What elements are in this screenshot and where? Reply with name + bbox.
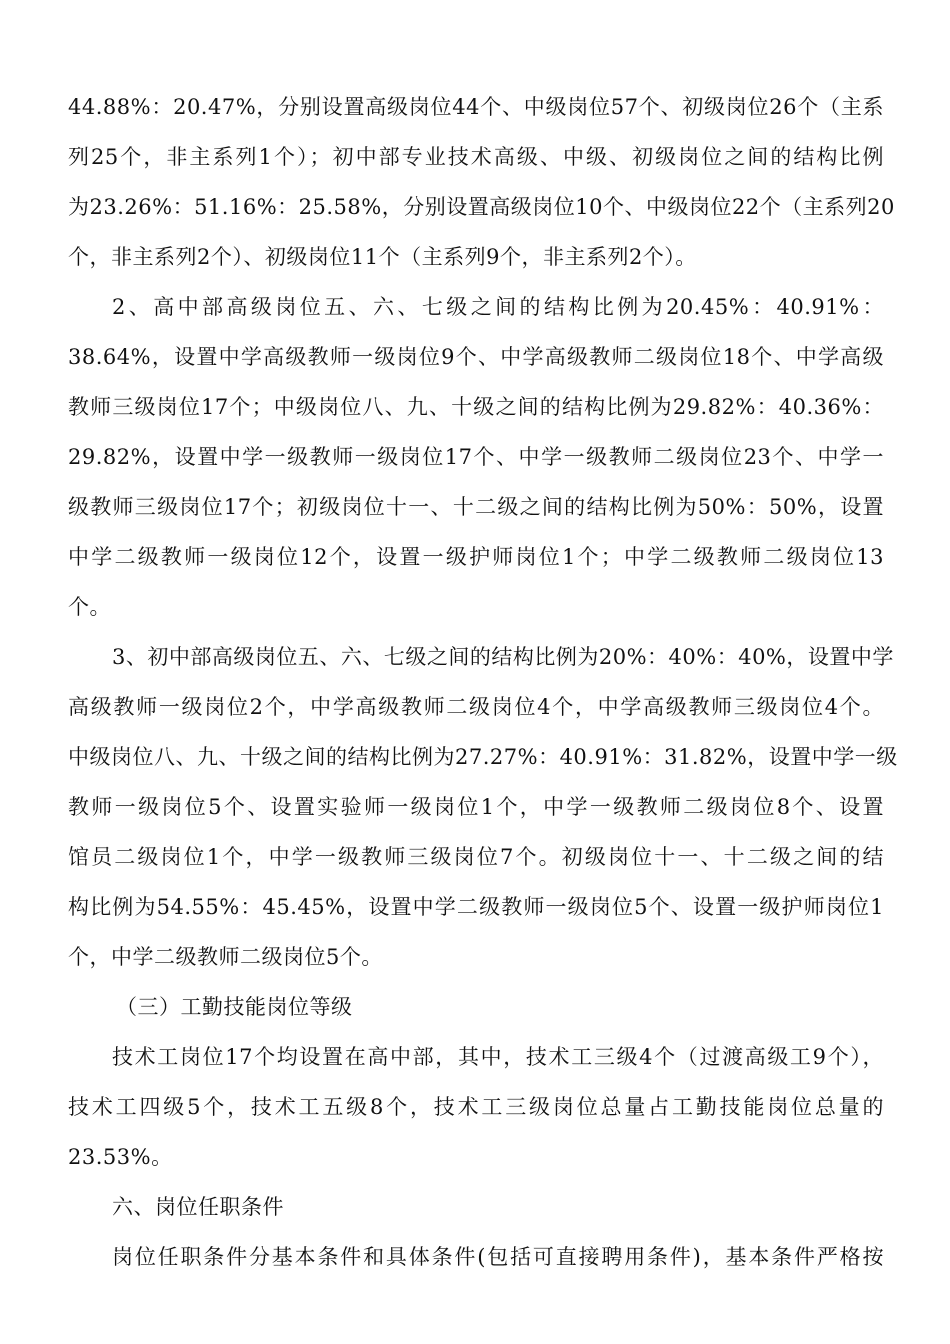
text-line: 38.64%，设置中学高级教师一级岗位9个、中学高级教师二级岗位18个、中学高级 bbox=[68, 345, 884, 369]
text-line: 高级教师一级岗位2个，中学高级教师二级岗位4个，中学高级教师三级岗位4个。 bbox=[68, 695, 884, 719]
text-line: 中级岗位八、九、十级之间的结构比例为27.27%：40.91%：31.82%，设置中学一级 bbox=[68, 745, 898, 769]
section-heading: 六、岗位任职条件 bbox=[112, 1195, 284, 1219]
section-heading: （三）工勤技能岗位等级 bbox=[116, 995, 353, 1019]
text-line: 个，中学二级教师二级岗位5个。 bbox=[68, 945, 383, 969]
text-line: 中学二级教师一级岗位12个，设置一级护师岗位1个；中学二级教师二级岗位13 bbox=[68, 545, 884, 569]
paragraph-3-line: 3、初中部高级岗位五、六、七级之间的结构比例为20%：40%：40%，设置中学 bbox=[112, 645, 894, 669]
document-body bbox=[68, 82, 898, 1282]
text-line: 构比例为54.55%：45.45%，设置中学二级教师一级岗位5个、设置一级护师岗位1 bbox=[68, 895, 884, 919]
text-line: 级教师三级岗位17个；初级岗位十一、十二级之间的结构比例为50%：50%，设置 bbox=[68, 495, 884, 519]
text-line: 23.53%。 bbox=[68, 1145, 173, 1169]
text-line: 44.88%：20.47%，分别设置高级岗位44个、中级岗位57个、初级岗位26个（主系 bbox=[68, 95, 884, 119]
text-line: 个，非主系列2个）、初级岗位11个（主系列9个，非主系列2个）。 bbox=[68, 245, 697, 269]
paragraph-line: 技术工岗位17个均设置在高中部，其中，技术工三级4个（过渡高级工9个）， bbox=[112, 1045, 884, 1069]
text-line: 列25个，非主系列1个）；初中部专业技术高级、中级、初级岗位之间的结构比例 bbox=[68, 145, 884, 169]
text-line: 个。 bbox=[68, 595, 111, 619]
text-line: 29.82%，设置中学一级教师一级岗位17个、中学一级教师二级岗位23个、中学一 bbox=[68, 445, 884, 469]
text-line: 馆员二级岗位1个，中学一级教师三级岗位7个。初级岗位十一、十二级之间的结 bbox=[68, 845, 884, 869]
text-line: 教师一级岗位5个、设置实验师一级岗位1个，中学一级教师二级岗位8个、设置 bbox=[68, 795, 884, 819]
paragraph-2-line: 2、高中部高级岗位五、六、七级之间的结构比例为20.45%：40.91%： bbox=[112, 295, 884, 319]
text-line: 技术工四级5个，技术工五级8个，技术工三级岗位总量占工勤技能岗位总量的 bbox=[68, 1095, 884, 1119]
paragraph-line: 岗位任职条件分基本条件和具体条件(包括可直接聘用条件)，基本条件严格按 bbox=[112, 1245, 884, 1269]
text-line: 为23.26%：51.16%：25.58%，分别设置高级岗位10个、中级岗位22个（主系列20 bbox=[68, 195, 895, 219]
text-line: 教师三级岗位17个；中级岗位八、九、十级之间的结构比例为29.82%：40.36%： bbox=[68, 395, 884, 419]
